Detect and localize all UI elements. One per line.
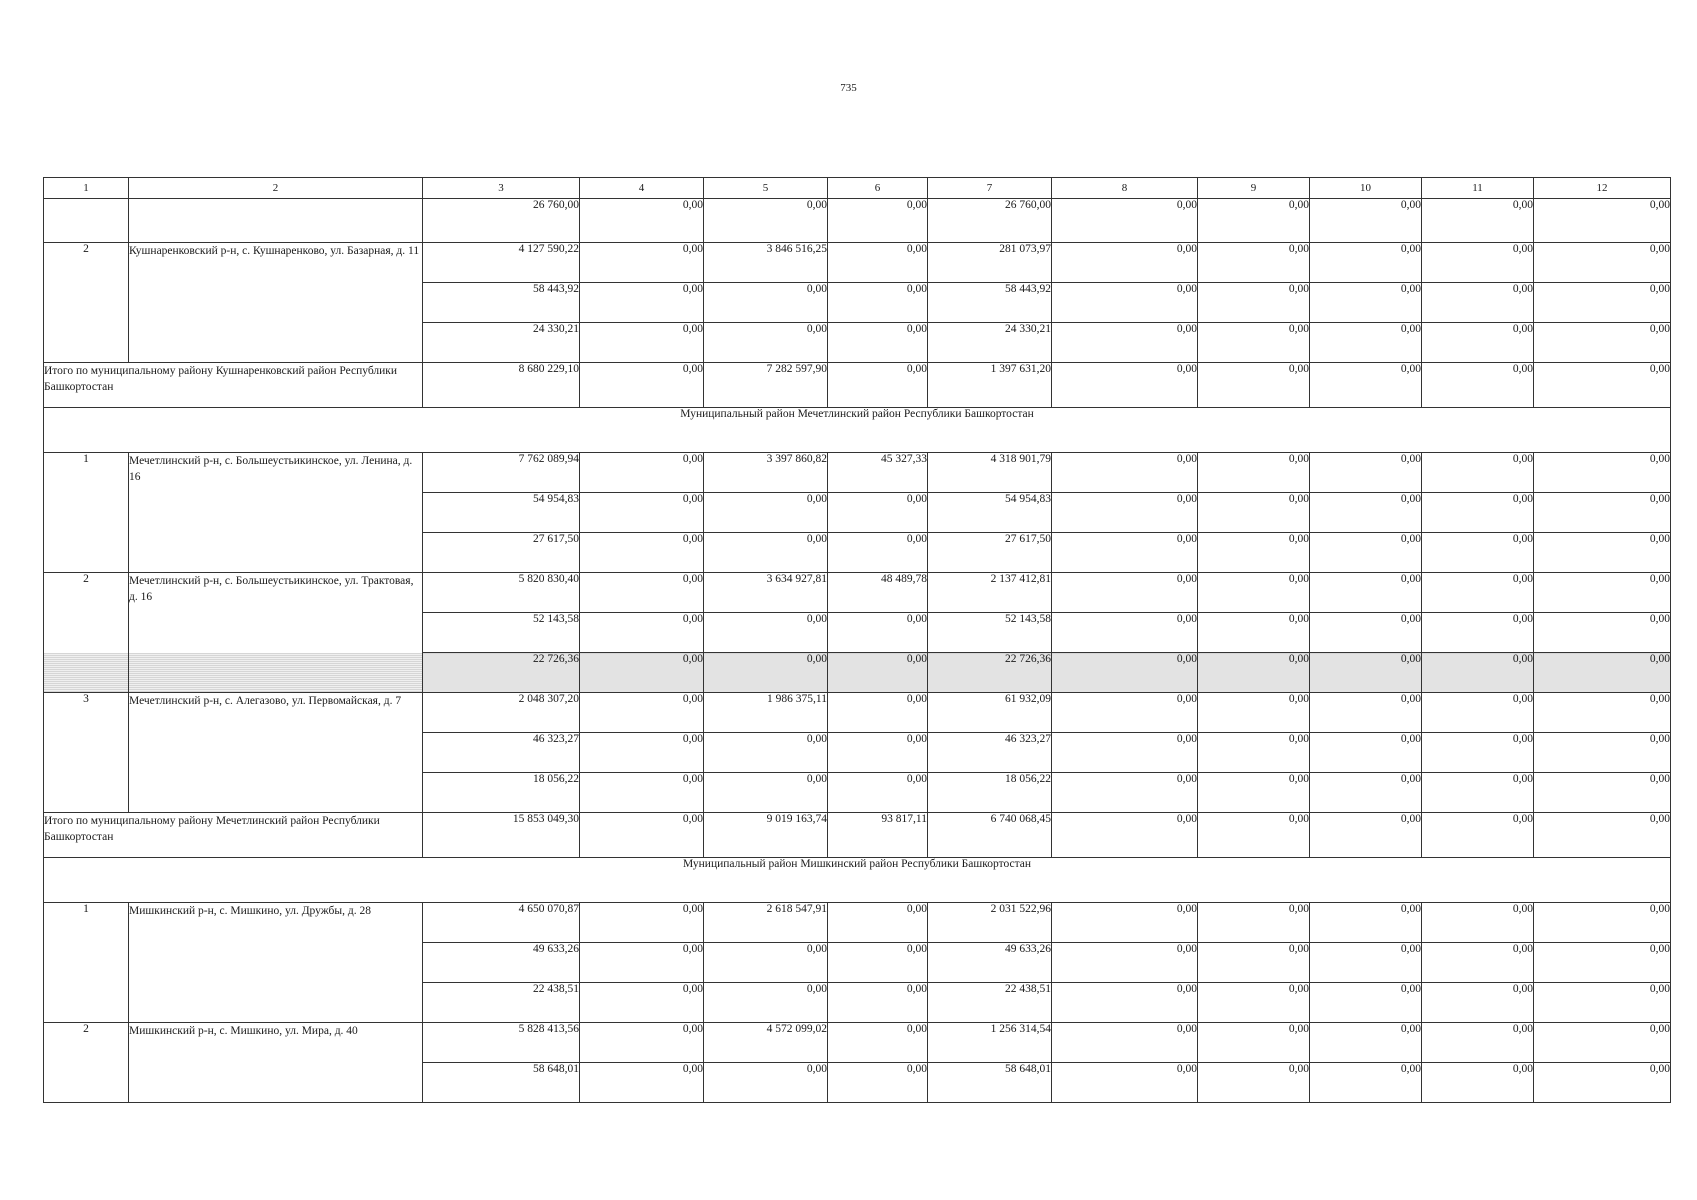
value-cell-col-7: 54 954,83 xyxy=(928,493,1052,533)
value-cell-col-10: 0,00 xyxy=(1310,573,1422,613)
value-cell-col-8: 0,00 xyxy=(1052,493,1198,533)
value-cell-col-6: 0,00 xyxy=(828,1063,928,1103)
value-cell-col-12: 0,00 xyxy=(1534,653,1671,693)
value-cell-col-12: 0,00 xyxy=(1534,983,1671,1023)
value-cell-col-11: 0,00 xyxy=(1422,653,1534,693)
value-cell-col-5: 0,00 xyxy=(704,283,828,323)
value-cell-col-7: 18 056,22 xyxy=(928,773,1052,813)
address-cell xyxy=(129,983,423,1023)
value-cell-col-9: 0,00 xyxy=(1198,733,1310,773)
table-row xyxy=(44,1063,1671,1103)
value-cell-col-4: 0,00 xyxy=(580,733,704,773)
value-cell-col-10: 0,00 xyxy=(1310,323,1422,363)
value-cell-col-10: 0,00 xyxy=(1310,1023,1422,1063)
address-cell: Мечетлинский р-н, с. Большеустьикинское, ул. Ленина, д. 16 xyxy=(129,453,423,493)
value-cell-col-12: 0,00 xyxy=(1534,903,1671,943)
value-cell-col-5: 4 572 099,02 xyxy=(704,1023,828,1063)
column-header-11: 11 xyxy=(1422,178,1534,199)
column-header-5: 5 xyxy=(704,178,828,199)
value-cell-col-9: 0,00 xyxy=(1198,1063,1310,1103)
value-cell-col-10: 0,00 xyxy=(1310,693,1422,733)
address-cell xyxy=(129,773,423,813)
value-cell-col-11: 0,00 xyxy=(1422,283,1534,323)
value-cell-col-6: 0,00 xyxy=(828,283,928,323)
value-cell-col-9: 0,00 xyxy=(1198,1023,1310,1063)
value-cell-col-7: 22 438,51 xyxy=(928,983,1052,1023)
value-cell-col-10: 0,00 xyxy=(1310,283,1422,323)
total-cell-col-10: 0,00 xyxy=(1310,363,1422,408)
value-cell-col-7: 58 443,92 xyxy=(928,283,1052,323)
value-cell-col-3: 58 648,01 xyxy=(423,1063,580,1103)
value-cell-col-11: 0,00 xyxy=(1422,1023,1534,1063)
value-cell-col-8: 0,00 xyxy=(1052,693,1198,733)
value-cell-col-12: 0,00 xyxy=(1534,1063,1671,1103)
value-cell-col-12: 0,00 xyxy=(1534,533,1671,573)
value-cell-col-3: 54 954,83 xyxy=(423,493,580,533)
value-cell-col-6: 0,00 xyxy=(828,613,928,653)
column-header-1: 1 xyxy=(44,178,129,199)
value-cell-col-10: 0,00 xyxy=(1310,453,1422,493)
value-cell-col-4: 0,00 xyxy=(580,243,704,283)
value-cell-col-10: 0,00 xyxy=(1310,773,1422,813)
total-cell-col-7: 1 397 631,20 xyxy=(928,363,1052,408)
value-cell-col-12: 0,00 xyxy=(1534,733,1671,773)
data-table xyxy=(43,177,1671,1103)
value-cell-col-5: 0,00 xyxy=(704,943,828,983)
value-cell-col-12: 0,00 xyxy=(1534,943,1671,983)
total-cell-col-3: 8 680 229,10 xyxy=(423,363,580,408)
value-cell-col-11: 0,00 xyxy=(1422,943,1534,983)
value-cell-col-12: 0,00 xyxy=(1534,1023,1671,1063)
value-cell-col-6: 0,00 xyxy=(828,943,928,983)
value-cell-col-9: 0,00 xyxy=(1198,283,1310,323)
table-row xyxy=(44,533,1671,573)
value-cell-col-9: 0,00 xyxy=(1198,903,1310,943)
value-cell-col-3: 4 650 070,87 xyxy=(423,903,580,943)
table-row xyxy=(44,903,1671,943)
total-cell-col-8: 0,00 xyxy=(1052,363,1198,408)
total-cell-col-6: 93 817,11 xyxy=(828,813,928,858)
value-cell-col-11: 0,00 xyxy=(1422,983,1534,1023)
value-cell-col-3: 22 438,51 xyxy=(423,983,580,1023)
value-cell-col-3: 49 633,26 xyxy=(423,943,580,983)
value-cell-col-6: 0,00 xyxy=(828,199,928,243)
column-header-6: 6 xyxy=(828,178,928,199)
table-row xyxy=(44,983,1671,1023)
value-cell-col-12: 0,00 xyxy=(1534,493,1671,533)
column-header-8: 8 xyxy=(1052,178,1198,199)
value-cell-col-10: 0,00 xyxy=(1310,613,1422,653)
value-cell-col-4: 0,00 xyxy=(580,283,704,323)
row-index: 1 xyxy=(44,453,129,493)
value-cell-col-3: 46 323,27 xyxy=(423,733,580,773)
value-cell-col-11: 0,00 xyxy=(1422,903,1534,943)
total-cell-col-5: 7 282 597,90 xyxy=(704,363,828,408)
value-cell-col-4: 0,00 xyxy=(580,533,704,573)
total-cell-col-7: 6 740 068,45 xyxy=(928,813,1052,858)
value-cell-col-11: 0,00 xyxy=(1422,733,1534,773)
section-title: Муниципальный район Мишкинский район Республики Башкортостан xyxy=(44,858,1671,903)
total-cell-col-4: 0,00 xyxy=(580,813,704,858)
row-index xyxy=(44,773,129,813)
value-cell-col-7: 24 330,21 xyxy=(928,323,1052,363)
table-row xyxy=(44,733,1671,773)
value-cell-col-4: 0,00 xyxy=(580,573,704,613)
value-cell-col-12: 0,00 xyxy=(1534,573,1671,613)
value-cell-col-5: 0,00 xyxy=(704,199,828,243)
value-cell-col-3: 52 143,58 xyxy=(423,613,580,653)
value-cell-col-8: 0,00 xyxy=(1052,773,1198,813)
total-label: Итого по муниципальному району Кушнаренковский район Республики Башкортостан xyxy=(44,363,423,408)
row-index: 2 xyxy=(44,1023,129,1063)
row-index xyxy=(44,1063,129,1103)
value-cell-col-5: 0,00 xyxy=(704,733,828,773)
table-row xyxy=(44,199,1671,243)
value-cell-col-7: 58 648,01 xyxy=(928,1063,1052,1103)
column-header-2: 2 xyxy=(129,178,423,199)
value-cell-col-11: 0,00 xyxy=(1422,453,1534,493)
row-index: 3 xyxy=(44,693,129,733)
value-cell-col-4: 0,00 xyxy=(580,1063,704,1103)
value-cell-col-6: 0,00 xyxy=(828,1023,928,1063)
table-row xyxy=(44,653,1671,693)
value-cell-col-11: 0,00 xyxy=(1422,693,1534,733)
total-cell-col-8: 0,00 xyxy=(1052,813,1198,858)
row-index xyxy=(44,943,129,983)
address-cell xyxy=(129,733,423,773)
total-cell-col-4: 0,00 xyxy=(580,363,704,408)
value-cell-col-10: 0,00 xyxy=(1310,493,1422,533)
table-row xyxy=(44,243,1671,283)
value-cell-col-9: 0,00 xyxy=(1198,533,1310,573)
value-cell-col-6: 48 489,78 xyxy=(828,573,928,613)
value-cell-col-11: 0,00 xyxy=(1422,199,1534,243)
table-row xyxy=(44,1023,1671,1063)
value-cell-col-5: 0,00 xyxy=(704,773,828,813)
value-cell-col-3: 2 048 307,20 xyxy=(423,693,580,733)
value-cell-col-8: 0,00 xyxy=(1052,283,1198,323)
value-cell-col-6: 0,00 xyxy=(828,533,928,573)
value-cell-col-10: 0,00 xyxy=(1310,653,1422,693)
value-cell-col-7: 49 633,26 xyxy=(928,943,1052,983)
table-body xyxy=(44,199,1671,1103)
value-cell-col-8: 0,00 xyxy=(1052,533,1198,573)
total-cell-col-12: 0,00 xyxy=(1534,813,1671,858)
value-cell-col-9: 0,00 xyxy=(1198,573,1310,613)
section-header-row xyxy=(44,858,1671,903)
table-row xyxy=(44,323,1671,363)
row-index xyxy=(44,493,129,533)
row-index xyxy=(44,653,129,693)
table-row xyxy=(44,693,1671,733)
value-cell-col-3: 5 828 413,56 xyxy=(423,1023,580,1063)
value-cell-col-3: 7 762 089,94 xyxy=(423,453,580,493)
value-cell-col-9: 0,00 xyxy=(1198,653,1310,693)
value-cell-col-3: 27 617,50 xyxy=(423,533,580,573)
value-cell-col-9: 0,00 xyxy=(1198,773,1310,813)
value-cell-col-12: 0,00 xyxy=(1534,453,1671,493)
address-cell xyxy=(129,653,423,693)
column-header-7: 7 xyxy=(928,178,1052,199)
section-title: Муниципальный район Мечетлинский район Республики Башкортостан xyxy=(44,408,1671,453)
value-cell-col-5: 0,00 xyxy=(704,1063,828,1103)
total-cell-col-12: 0,00 xyxy=(1534,363,1671,408)
value-cell-col-9: 0,00 xyxy=(1198,493,1310,533)
value-cell-col-4: 0,00 xyxy=(580,199,704,243)
total-cell-col-3: 15 853 049,30 xyxy=(423,813,580,858)
value-cell-col-3: 5 820 830,40 xyxy=(423,573,580,613)
address-cell xyxy=(129,533,423,573)
address-cell: Мечетлинский р-н, с. Большеустьикинское, ул. Трактовая, д. 16 xyxy=(129,573,423,613)
value-cell-col-8: 0,00 xyxy=(1052,573,1198,613)
value-cell-col-6: 0,00 xyxy=(828,653,928,693)
value-cell-col-11: 0,00 xyxy=(1422,773,1534,813)
table-row xyxy=(44,573,1671,613)
value-cell-col-4: 0,00 xyxy=(580,493,704,533)
value-cell-col-8: 0,00 xyxy=(1052,199,1198,243)
row-index: 2 xyxy=(44,243,129,283)
table-row xyxy=(44,493,1671,533)
address-cell xyxy=(129,323,423,363)
value-cell-col-10: 0,00 xyxy=(1310,243,1422,283)
value-cell-col-11: 0,00 xyxy=(1422,493,1534,533)
value-cell-col-4: 0,00 xyxy=(580,453,704,493)
total-row xyxy=(44,363,1671,408)
value-cell-col-7: 1 256 314,54 xyxy=(928,1023,1052,1063)
value-cell-col-4: 0,00 xyxy=(580,1023,704,1063)
address-cell xyxy=(129,943,423,983)
value-cell-col-4: 0,00 xyxy=(580,983,704,1023)
row-index xyxy=(44,199,129,243)
value-cell-col-11: 0,00 xyxy=(1422,533,1534,573)
table-row xyxy=(44,453,1671,493)
value-cell-col-6: 0,00 xyxy=(828,773,928,813)
value-cell-col-4: 0,00 xyxy=(580,323,704,363)
column-header-9: 9 xyxy=(1198,178,1310,199)
total-row xyxy=(44,813,1671,858)
total-label: Итого по муниципальному району Мечетлинский район Республики Башкортостан xyxy=(44,813,423,858)
value-cell-col-10: 0,00 xyxy=(1310,943,1422,983)
section-header-row xyxy=(44,408,1671,453)
page-number: 735 xyxy=(840,82,857,94)
address-cell xyxy=(129,1063,423,1103)
row-index: 2 xyxy=(44,573,129,613)
value-cell-col-5: 0,00 xyxy=(704,983,828,1023)
value-cell-col-6: 0,00 xyxy=(828,323,928,363)
value-cell-col-9: 0,00 xyxy=(1198,613,1310,653)
value-cell-col-8: 0,00 xyxy=(1052,1063,1198,1103)
value-cell-col-6: 0,00 xyxy=(828,693,928,733)
value-cell-col-4: 0,00 xyxy=(580,613,704,653)
value-cell-col-7: 4 318 901,79 xyxy=(928,453,1052,493)
value-cell-col-3: 4 127 590,22 xyxy=(423,243,580,283)
value-cell-col-4: 0,00 xyxy=(580,943,704,983)
value-cell-col-11: 0,00 xyxy=(1422,323,1534,363)
value-cell-col-11: 0,00 xyxy=(1422,573,1534,613)
row-index: 1 xyxy=(44,903,129,943)
value-cell-col-6: 0,00 xyxy=(828,983,928,1023)
total-cell-col-6: 0,00 xyxy=(828,363,928,408)
row-index xyxy=(44,613,129,653)
value-cell-col-7: 2 137 412,81 xyxy=(928,573,1052,613)
table-row xyxy=(44,283,1671,323)
value-cell-col-8: 0,00 xyxy=(1052,1023,1198,1063)
value-cell-col-4: 0,00 xyxy=(580,653,704,693)
value-cell-col-12: 0,00 xyxy=(1534,613,1671,653)
value-cell-col-8: 0,00 xyxy=(1052,453,1198,493)
total-cell-col-11: 0,00 xyxy=(1422,363,1534,408)
value-cell-col-7: 281 073,97 xyxy=(928,243,1052,283)
value-cell-col-8: 0,00 xyxy=(1052,983,1198,1023)
value-cell-col-3: 22 726,36 xyxy=(423,653,580,693)
value-cell-col-3: 24 330,21 xyxy=(423,323,580,363)
address-cell xyxy=(129,283,423,323)
value-cell-col-3: 26 760,00 xyxy=(423,199,580,243)
value-cell-col-8: 0,00 xyxy=(1052,243,1198,283)
value-cell-col-12: 0,00 xyxy=(1534,323,1671,363)
value-cell-col-12: 0,00 xyxy=(1534,773,1671,813)
address-cell xyxy=(129,199,423,243)
address-cell: Мечетлинский р-н, с. Алегазово, ул. Первомайская, д. 7 xyxy=(129,693,423,733)
value-cell-col-9: 0,00 xyxy=(1198,983,1310,1023)
value-cell-col-8: 0,00 xyxy=(1052,653,1198,693)
table-row xyxy=(44,613,1671,653)
value-cell-col-12: 0,00 xyxy=(1534,283,1671,323)
value-cell-col-8: 0,00 xyxy=(1052,733,1198,773)
value-cell-col-10: 0,00 xyxy=(1310,1063,1422,1103)
value-cell-col-6: 0,00 xyxy=(828,493,928,533)
value-cell-col-6: 45 327,33 xyxy=(828,453,928,493)
row-index xyxy=(44,323,129,363)
value-cell-col-5: 0,00 xyxy=(704,653,828,693)
value-cell-col-11: 0,00 xyxy=(1422,1063,1534,1103)
value-cell-col-8: 0,00 xyxy=(1052,903,1198,943)
value-cell-col-11: 0,00 xyxy=(1422,243,1534,283)
value-cell-col-5: 3 397 860,82 xyxy=(704,453,828,493)
value-cell-col-8: 0,00 xyxy=(1052,323,1198,363)
total-cell-col-5: 9 019 163,74 xyxy=(704,813,828,858)
value-cell-col-5: 1 986 375,11 xyxy=(704,693,828,733)
value-cell-col-4: 0,00 xyxy=(580,903,704,943)
value-cell-col-6: 0,00 xyxy=(828,243,928,283)
value-cell-col-5: 0,00 xyxy=(704,533,828,573)
value-cell-col-4: 0,00 xyxy=(580,773,704,813)
value-cell-col-4: 0,00 xyxy=(580,693,704,733)
address-cell xyxy=(129,493,423,533)
row-index xyxy=(44,283,129,323)
value-cell-col-7: 2 031 522,96 xyxy=(928,903,1052,943)
value-cell-col-8: 0,00 xyxy=(1052,943,1198,983)
value-cell-col-9: 0,00 xyxy=(1198,453,1310,493)
value-cell-col-9: 0,00 xyxy=(1198,199,1310,243)
value-cell-col-5: 2 618 547,91 xyxy=(704,903,828,943)
address-cell: Мишкинский р-н, с. Мишкино, ул. Мира, д. 40 xyxy=(129,1023,423,1063)
value-cell-col-7: 26 760,00 xyxy=(928,199,1052,243)
value-cell-col-5: 3 846 516,25 xyxy=(704,243,828,283)
address-cell xyxy=(129,613,423,653)
value-cell-col-7: 22 726,36 xyxy=(928,653,1052,693)
value-cell-col-9: 0,00 xyxy=(1198,693,1310,733)
value-cell-col-5: 0,00 xyxy=(704,323,828,363)
total-cell-col-9: 0,00 xyxy=(1198,813,1310,858)
value-cell-col-7: 27 617,50 xyxy=(928,533,1052,573)
total-cell-col-11: 0,00 xyxy=(1422,813,1534,858)
address-cell: Кушнаренковский р-н, с. Кушнаренково, ул. Базарная, д. 11 xyxy=(129,243,423,283)
value-cell-col-9: 0,00 xyxy=(1198,243,1310,283)
value-cell-col-12: 0,00 xyxy=(1534,199,1671,243)
value-cell-col-6: 0,00 xyxy=(828,903,928,943)
value-cell-col-12: 0,00 xyxy=(1534,243,1671,283)
row-index xyxy=(44,733,129,773)
value-cell-col-7: 61 932,09 xyxy=(928,693,1052,733)
value-cell-col-12: 0,00 xyxy=(1534,693,1671,733)
table-row xyxy=(44,773,1671,813)
row-index xyxy=(44,983,129,1023)
value-cell-col-10: 0,00 xyxy=(1310,533,1422,573)
value-cell-col-5: 0,00 xyxy=(704,613,828,653)
value-cell-col-8: 0,00 xyxy=(1052,613,1198,653)
column-header-3: 3 xyxy=(423,178,580,199)
header-row xyxy=(44,178,1671,199)
value-cell-col-11: 0,00 xyxy=(1422,613,1534,653)
value-cell-col-10: 0,00 xyxy=(1310,903,1422,943)
value-cell-col-5: 0,00 xyxy=(704,493,828,533)
value-cell-col-9: 0,00 xyxy=(1198,943,1310,983)
value-cell-col-10: 0,00 xyxy=(1310,733,1422,773)
table-row xyxy=(44,943,1671,983)
value-cell-col-7: 52 143,58 xyxy=(928,613,1052,653)
value-cell-col-10: 0,00 xyxy=(1310,983,1422,1023)
column-header-10: 10 xyxy=(1310,178,1422,199)
address-cell: Мишкинский р-н, с. Мишкино, ул. Дружбы, д. 28 xyxy=(129,903,423,943)
value-cell-col-5: 3 634 927,81 xyxy=(704,573,828,613)
value-cell-col-3: 18 056,22 xyxy=(423,773,580,813)
value-cell-col-6: 0,00 xyxy=(828,733,928,773)
total-cell-col-10: 0,00 xyxy=(1310,813,1422,858)
column-header-4: 4 xyxy=(580,178,704,199)
column-header-12: 12 xyxy=(1534,178,1671,199)
total-cell-col-9: 0,00 xyxy=(1198,363,1310,408)
row-index xyxy=(44,533,129,573)
value-cell-col-7: 46 323,27 xyxy=(928,733,1052,773)
value-cell-col-9: 0,00 xyxy=(1198,323,1310,363)
value-cell-col-3: 58 443,92 xyxy=(423,283,580,323)
value-cell-col-10: 0,00 xyxy=(1310,199,1422,243)
